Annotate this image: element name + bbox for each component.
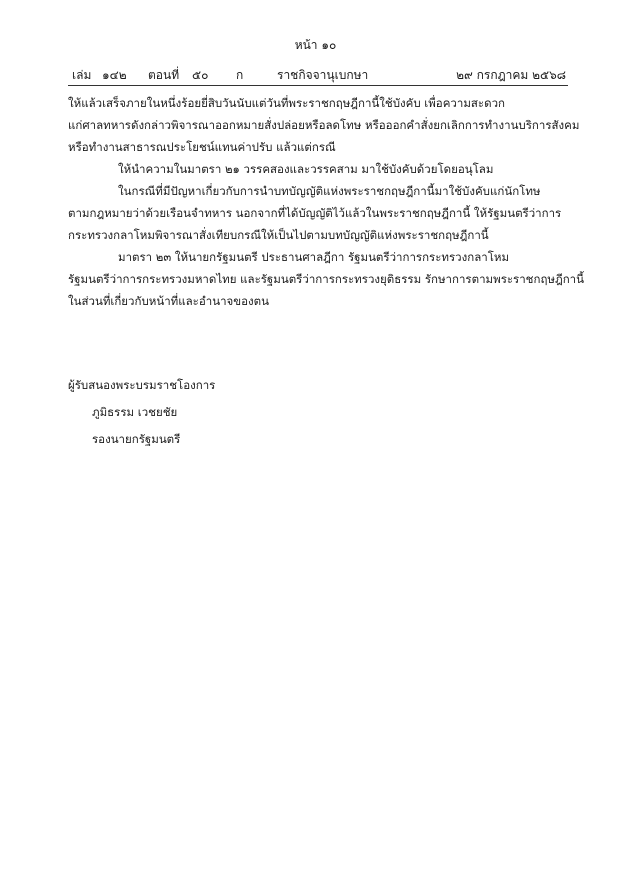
document-body xyxy=(68,92,584,312)
paragraph-line: ให้นำความในมาตรา ๒๑ วรรคสองและวรรคสาม มาใช้บังคับด้วยโดยอนุโลม xyxy=(118,162,494,176)
countersign-label: ผู้รับสนองพระบรมราชโองการ xyxy=(68,378,216,392)
paragraph-line: รัฐมนตรีว่าการกระทรวงมหาดไทย และรัฐมนตรีว่าการกระทรวงยุติธรรม รักษาการตามพระราชกฤษฎีกานี้ xyxy=(68,272,584,286)
paragraph-line: ในส่วนที่เกี่ยวกับหน้าที่และอำนาจของตน xyxy=(68,294,269,308)
section-number: ๕๐ xyxy=(192,68,209,82)
volume-label: เล่ม xyxy=(72,68,92,82)
section-letter: ก xyxy=(236,68,244,82)
volume-number: ๑๔๒ xyxy=(102,68,127,82)
publication-date: ๒๙ กรกฎาคม ๒๕๖๘ xyxy=(456,68,566,82)
signatory-position: รองนายกรัฐมนตรี xyxy=(92,432,181,446)
signatory-name: ภูมิธรรม เวชยชัย xyxy=(92,405,178,419)
section-label: ตอนที่ xyxy=(148,68,180,82)
section-23-line: มาตรา ๒๓ ให้นายกรัฐมนตรี ประธานศาลฎีกา รัฐมนตรีว่าการกระทรวงกลาโหม xyxy=(118,250,510,264)
header-divider xyxy=(68,85,568,86)
paragraph-line: กระทรวงกลาโหมพิจารณาสั่งเทียบกรณีให้เป็นไปตามบทบัญญัติแห่งพระราชกฤษฎีกานี้ xyxy=(68,228,489,242)
gazette-name: ราชกิจจานุเบกษา xyxy=(277,68,369,82)
paragraph-line: ในกรณีที่มีปัญหาเกี่ยวกับการนำบทบัญญัติแห่งพระราชกฤษฎีกานี้มาใช้บังคับแก่นักโทษ xyxy=(118,184,541,198)
page-number: หน้า ๑๐ xyxy=(294,38,337,52)
paragraph-line: หรือทำงานสาธารณประโยชน์แทนค่าปรับ แล้วแต่กรณี xyxy=(68,140,336,154)
paragraph-line: ตามกฎหมายว่าด้วยเรือนจำทหาร นอกจากที่ได้บัญญัติไว้แล้วในพระราชกฤษฎีกานี้ ให้รัฐมนตรีว่าการ xyxy=(68,206,562,220)
signature-block xyxy=(68,372,468,453)
gazette-header xyxy=(72,66,566,84)
paragraph-line: ให้แล้วเสร็จภายในหนึ่งร้อยยี่สิบวันนับแต่วันที่พระราชกฤษฎีกานี้ใช้บังคับ เพื่อความสะดวก xyxy=(68,96,505,110)
paragraph-line: แก่ศาลทหารดังกล่าวพิจารณาออกหมายสั่งปล่อยหรือลดโทษ หรือออกคำสั่งยกเลิกการทำงานบริการสังคม xyxy=(68,118,580,132)
